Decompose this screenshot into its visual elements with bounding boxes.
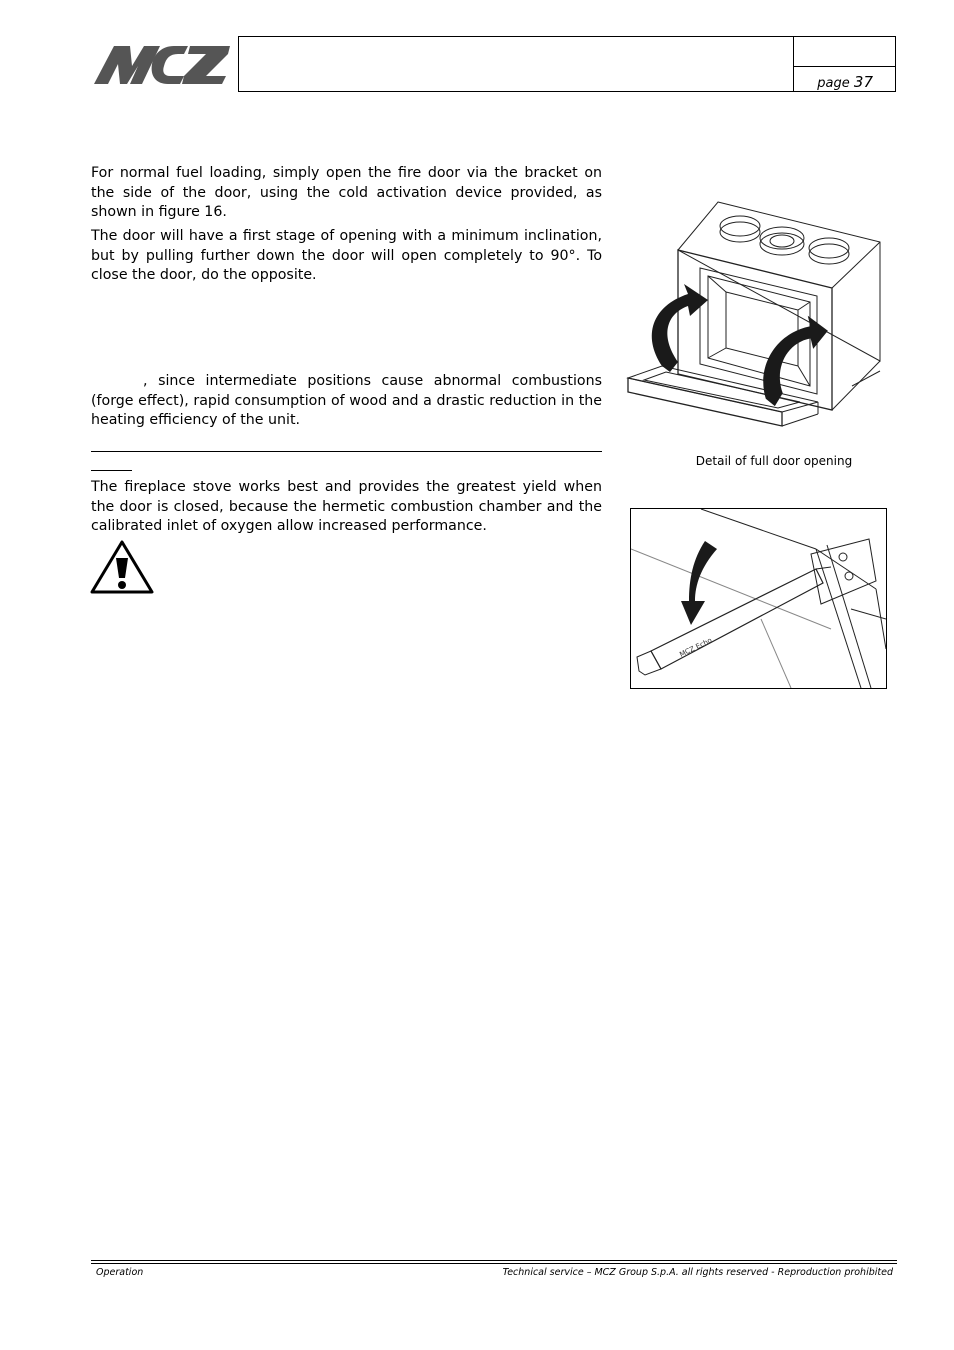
figure-caption: Detail of full door opening <box>695 454 853 468</box>
paragraph-closed-door: The fireplace stove works best and provides the greatest yield when the door is closed, because the hermetic combustion chamber and the calibrated inlet of oxygen allow increased performance. <box>91 479 602 534</box>
mcz-logo <box>92 42 232 88</box>
footer-copyright: Technical service – MCZ Group S.p.A. all rights reserved - Reproduction prohibited <box>502 1267 893 1278</box>
warning-triangle-icon <box>90 540 154 594</box>
handle-detail-figure <box>630 508 887 689</box>
stove-open-door-figure <box>622 196 884 436</box>
footer-rule <box>91 1260 897 1261</box>
paragraph-door-stages: The door will have a first stage of opening with a minimum inclination, but by pulling further down the door will open completely to 90°. To close the door, do the opposite. <box>91 228 602 283</box>
header-box <box>238 36 896 92</box>
footer-section: Operation <box>96 1267 144 1278</box>
footer-rule-double <box>91 1263 897 1264</box>
section-divider <box>91 451 602 452</box>
paragraph-fuel-loading: For normal fuel loading, simply open the fire door via the bracket on the side of the door, using the cold activation device provided, as shown in figure 16. <box>91 165 602 220</box>
handle-label: MCZ Echo <box>678 636 714 659</box>
page-number: page 37 <box>817 73 873 91</box>
paragraph-intermediate-positions: , since intermediate positions cause abnormal combustions (forge effect), rapid consumption of wood and a drastic reduction in the heating efficiency of the unit. <box>91 373 602 428</box>
short-underline <box>91 470 132 471</box>
handle-detail-drawing <box>631 509 886 688</box>
